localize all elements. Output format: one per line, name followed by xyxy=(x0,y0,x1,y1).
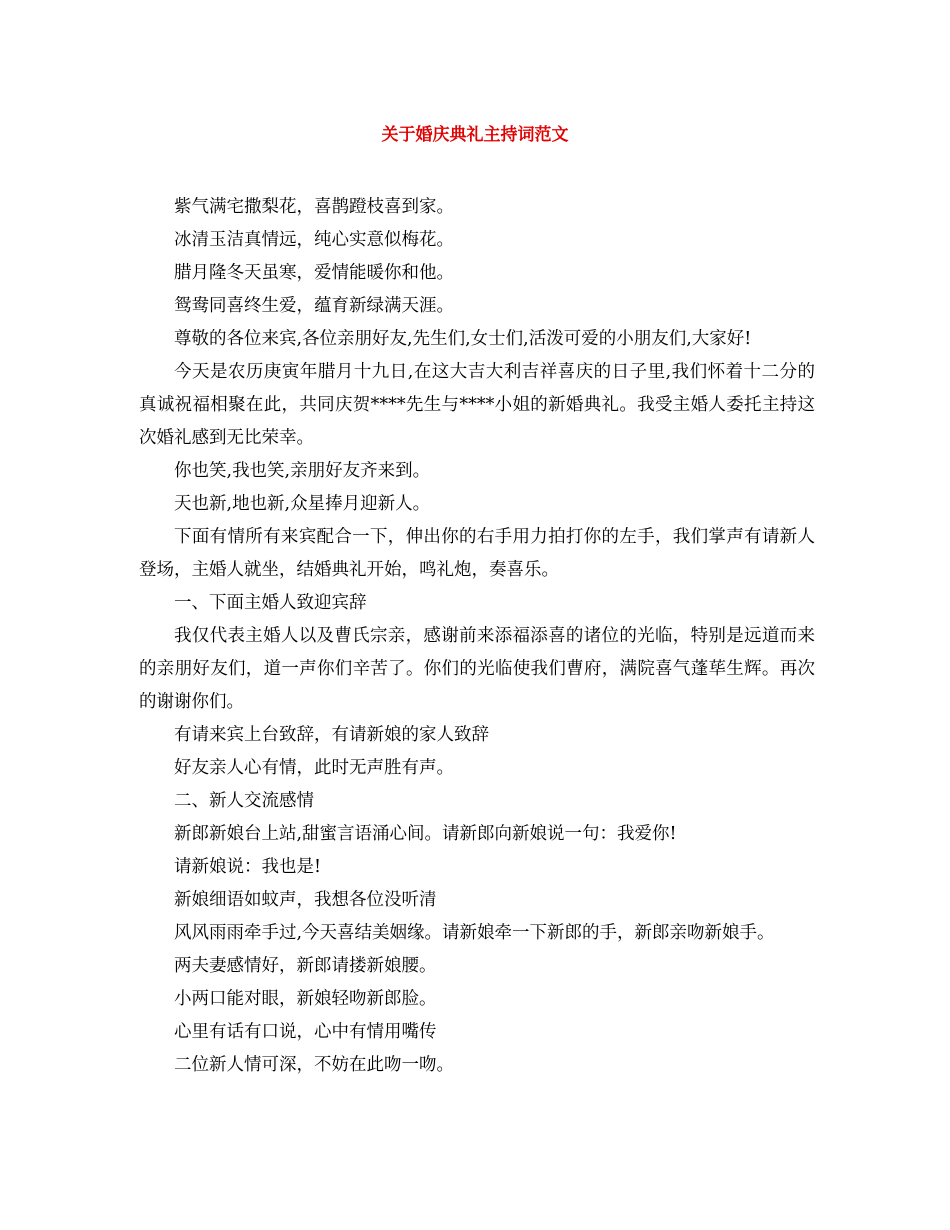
paragraph: 小两口能对眼，新娘轻吻新郎脸。 xyxy=(174,989,437,1009)
paragraph: 今天是农历庚寅年腊月十九日,在这大吉大利吉祥喜庆的日子里,我们怀着十二分的真诚祝福相聚在此，共同庆贺****先生与****小姐的新婚典礼。我受主婚人委托主持这次婚礼感到无比荣幸。 xyxy=(139,362,815,448)
paragraph: 有请来宾上台致辞，有请新娘的家人致辞 xyxy=(174,725,489,745)
paragraph: 腊月隆冬天虽寒，爱情能暖你和他。 xyxy=(174,263,454,283)
paragraph: 好友亲人心有情，此时无声胜有声。 xyxy=(174,758,454,778)
paragraph: 紫气满宅撒梨花，喜鹊蹬枝喜到家。 xyxy=(174,197,454,217)
paragraph: 二位新人情可深，不妨在此吻一吻。 xyxy=(174,1055,454,1075)
paragraph: 你也笑,我也笑,亲朋好友齐来到。 xyxy=(174,461,431,481)
paragraph: 新郎新娘台上站,甜蜜言语涌心间。请新郎向新娘说一句：我爱你! xyxy=(174,824,677,844)
section-heading: 一、下面主婚人致迎宾辞 xyxy=(174,593,367,613)
paragraph: 下面有情所有来宾配合一下，伸出你的右手用力拍打你的左手，我们掌声有请新人登场，主婚人就坐，结婚典礼开始，鸣礼炮，奏喜乐。 xyxy=(139,527,815,580)
document-title: 关于婚庆典礼主持词范文 xyxy=(381,125,569,145)
paragraph: 冰清玉洁真情远，纯心实意似梅花。 xyxy=(174,230,454,250)
paragraph: 新娘细语如蚊声，我想各位没听清 xyxy=(174,890,437,910)
document-body xyxy=(139,191,815,1082)
paragraph: 风风雨雨牵手过,今天喜结美姻缘。请新娘牵一下新郎的手，新郎亲吻新娘手。 xyxy=(174,923,775,943)
paragraph: 我仅代表主婚人以及曹氏宗亲，感谢前来添福添喜的诸位的光临，特别是远道而来的亲朋好友们，道一声你们辛苦了。你们的光临使我们曹府，满院喜气蓬荜生辉。再次的谢谢你们。 xyxy=(139,626,815,712)
section-heading: 二、新人交流感情 xyxy=(174,791,314,811)
paragraph: 两夫妻感情好，新郎请搂新娘腰。 xyxy=(174,956,437,976)
paragraph: 鸳鸯同喜终生爱，蕴育新绿满天涯。 xyxy=(174,296,454,316)
paragraph: 尊敬的各位来宾,各位亲朋好友,先生们,女士们,活泼可爱的小朋友们,大家好! xyxy=(174,329,752,349)
paragraph: 请新娘说：我也是! xyxy=(174,857,322,877)
paragraph: 天也新,地也新,众星捧月迎新人。 xyxy=(174,494,431,514)
paragraph: 心里有话有口说，心中有情用嘴传 xyxy=(174,1022,437,1042)
